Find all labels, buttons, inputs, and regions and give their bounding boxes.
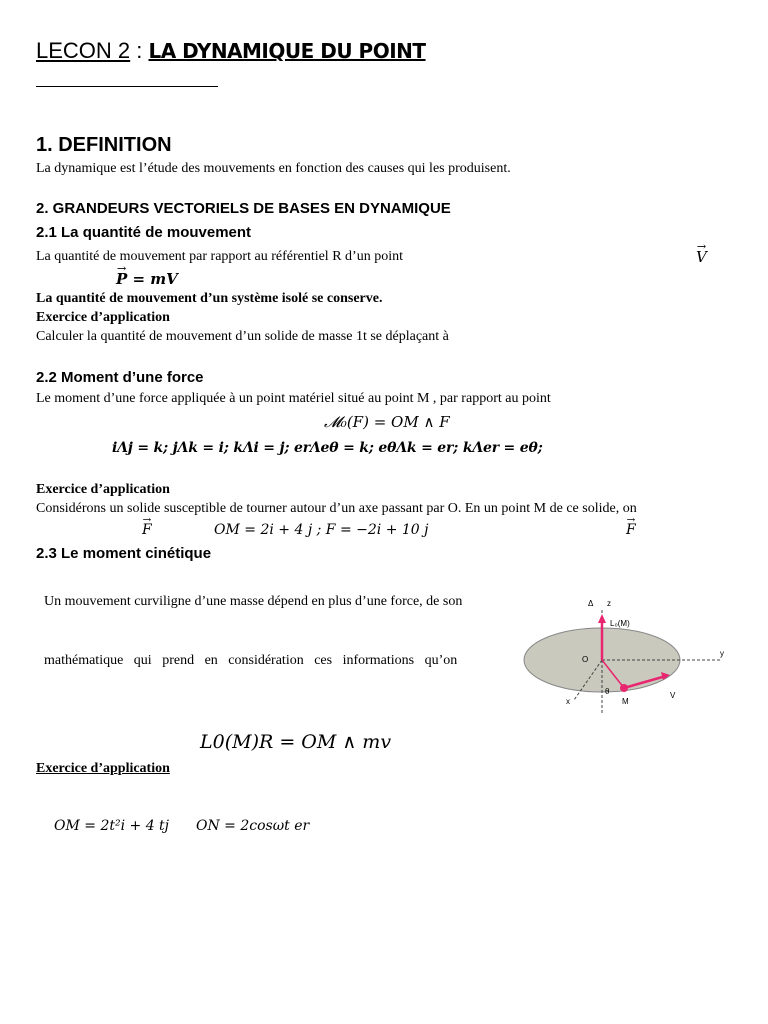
position-force-formula: OM = 2i + 4 j ; F = −2i + 10 j — [214, 522, 429, 538]
section2-heading: 2. GRANDEURS VECTORIELS DE BASES EN DYNAMIQUE — [36, 200, 451, 217]
section22-text: Le moment d’une force appliquée à un point matériel situé au point M , par rapport au point — [36, 391, 551, 406]
force-symbol-left: → F — [142, 522, 152, 538]
velocity-symbol: → V — [696, 248, 707, 266]
on-formula: ON = 2cosωt er — [196, 818, 310, 834]
angular-momentum-formula: L0(M)R = OM ∧ mv — [200, 731, 392, 753]
title-separator: : — [130, 38, 149, 63]
section23-heading: 2.3 Le moment cinétique — [36, 545, 212, 562]
section23-exercise-label: Exercice d’application — [36, 761, 170, 776]
section22-exercise-text: Considérons un solide susceptible de tourner autour d’un axe passant par O. En un point M de ce solide, on — [36, 501, 637, 516]
section21-exercise-label: Exercice d’application — [36, 310, 170, 325]
section21-text: La quantité de mouvement par rapport au référentiel R d’un point — [36, 249, 403, 264]
rotation-figure — [520, 590, 758, 720]
lesson-topic: LA DYNAMIQUE DU POINT — [148, 39, 426, 63]
unit-vector-relations: iΛj = k; jΛk = i; kΛi = j; erΛeθ = k; eθΛk = er; kΛer = eθ; — [112, 440, 543, 456]
lesson-title — [36, 38, 426, 64]
section22-heading: 2.2 Moment d’une force — [36, 369, 204, 386]
section21-heading: 2.1 La quantité de mouvement — [36, 224, 252, 241]
section22-exercise-label: Exercice d’application — [36, 482, 170, 497]
z-label: z — [607, 599, 611, 608]
lesson-number: LECON 2 — [36, 38, 131, 63]
section23-line1: Un mouvement curviligne d’une masse dépend en plus d’une force, de son — [44, 594, 463, 609]
l-label: L₀(M) — [610, 619, 630, 628]
om-formula: OM = 2t²i + 4 tj — [54, 818, 170, 834]
section21-exercise-text: Calculer la quantité de mouvement d’un solide de masse 1t se déplaçant à — [36, 329, 449, 344]
section21-bold-text: La quantité de mouvement d’un système isolé se conserve. — [36, 291, 383, 306]
force-symbol-right: → F — [626, 522, 636, 538]
v-label: V — [670, 691, 676, 700]
momentum-formula: → P = mV — [116, 270, 178, 288]
arrowhead-icon — [598, 614, 606, 623]
x-label: x — [566, 697, 570, 706]
theta-label: θ — [605, 687, 610, 696]
delta-label: Δ — [588, 599, 594, 608]
m-label: M — [622, 697, 629, 706]
title-rule — [36, 86, 218, 87]
section23-line2: mathématique qui prend en considération ces informations qu’on — [44, 653, 458, 668]
y-label: y — [720, 649, 724, 658]
moment-formula: 𝓜₀(F) = OM ∧ F — [324, 413, 450, 431]
definition-heading: 1. DEFINITION — [36, 134, 172, 156]
definition-text: La dynamique est l’étude des mouvements en fonction des causes qui les produisent. — [36, 161, 511, 176]
origin-label: O — [582, 655, 589, 664]
